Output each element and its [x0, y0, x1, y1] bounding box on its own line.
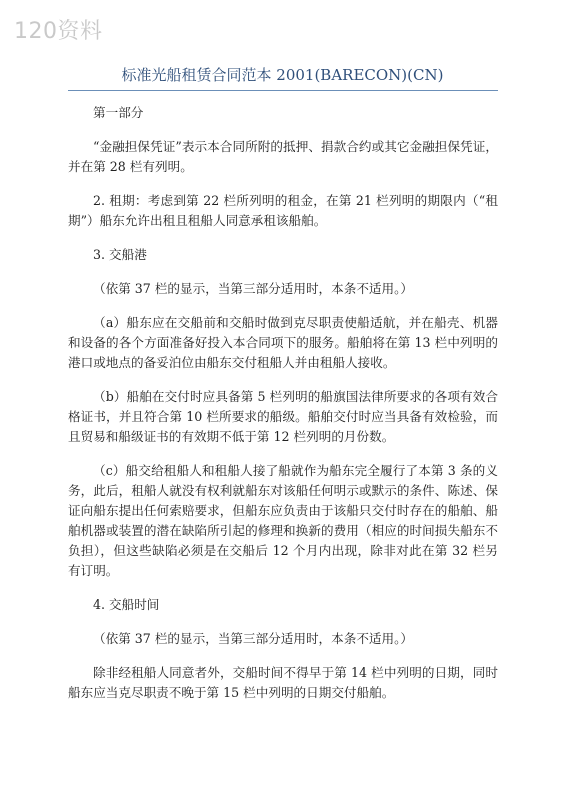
- paragraph-delivery-date: 除非经租船人同意者外，交船时间不得早于第 14 栏中列明的日期，同时船东应当克尽职责不晚于第 15 栏中列明的日期交付船舶。: [68, 665, 498, 700]
- paragraph-financial-security: “金融担保凭证”表示本合同所附的抵押、捐款合约或其它金融担保凭证，并在第 28 栏有列明。: [68, 139, 498, 174]
- title-underline-divider: [68, 90, 498, 91]
- paragraph-note-box-37-second: （依第 37 栏的显示，当第三部分适用时，本条不适用。）: [93, 631, 413, 646]
- document-body: [68, 103, 498, 717]
- paragraph-note-box-37: （依第 37 栏的显示，当第三部分适用时，本条不适用。）: [93, 281, 413, 296]
- document-title: 标准光船租赁合同范本 2001(BARECON)(CN): [121, 66, 444, 84]
- clause-heading-delivery-port: 3. 交船港: [93, 247, 147, 262]
- paragraph-clause-3a: （a）船东应在交船前和交船时做到克尽职责使船适航，并在船壳、机器和设备的各个方面准备好投入本合同项下的服务。船舶将在第 13 栏中列明的港口或地点的备妥泊位由船东交付租船人并由租船人接收。: [68, 315, 498, 370]
- watermark-logo: 120资料: [14, 19, 103, 44]
- clause-heading-delivery-time: 4. 交船时间: [93, 597, 160, 612]
- paragraph-clause-3c: （c）船交给租船人和租船人接了船就作为船东完全履行了本第 3 条的义务，此后，租船人就没有权利就船东对该船任何明示或默示的条件、陈述、保证向船东提出任何索赔要求，但船东应负责由于该船只交付时存在的船舶、船舶机器或装置的潜在缺陷所引起的修理和换新的费用（相应的时间损失船东不负担），但这些缺陷必须是在交船后 12 个月内出现，除非对此在第 32 栏另有订明。: [68, 463, 498, 578]
- paragraph-clause-3b: （b）船舶在交付时应具备第 5 栏列明的船旗国法律所要求的各项有效合格证书，并且符合第 10 栏所要求的船级。船舶交付时应当具备有效检验，而且贸易和船级证书的有效期不低于第 12 栏列明的月份数。: [68, 389, 498, 444]
- section-heading-part-one: 第一部分: [93, 105, 144, 120]
- paragraph-charter-period: 2. 租期：考虑到第 22 栏所列明的租金，在第 21 栏列明的期限内（“租期”）船东允许出租且租船人同意承租该船舶。: [68, 193, 498, 228]
